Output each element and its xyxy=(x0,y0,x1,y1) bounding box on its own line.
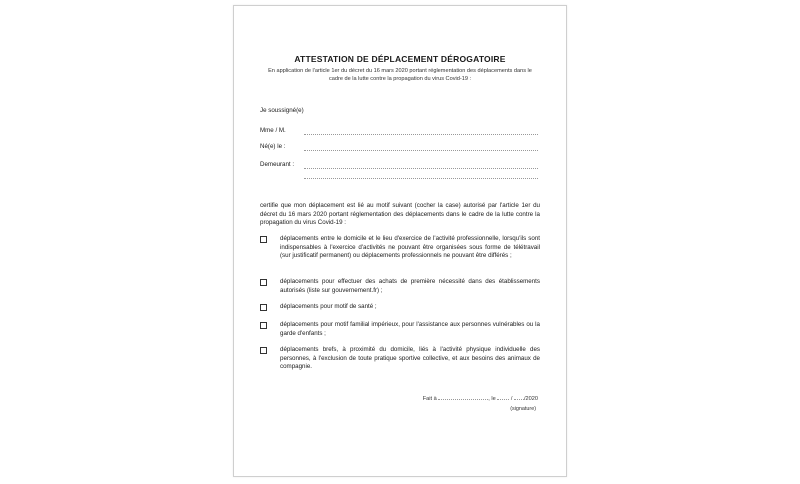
date-separator: / xyxy=(510,396,513,402)
option-exercise xyxy=(260,346,540,372)
option-family xyxy=(260,321,540,338)
page-title: ATTESTATION DE DÉPLACEMENT DÉROGATOIRE xyxy=(294,54,506,64)
year-label: /2020 xyxy=(524,396,538,402)
option-health-text: déplacements pour motif de santé ; xyxy=(280,303,377,310)
option-shopping xyxy=(260,278,540,295)
place-field[interactable] xyxy=(438,394,488,400)
option-work-text: déplacements entre le domicile et le lieu d'exercice de l'activité professionnelle, lorsqu'ils sont indispensables à l'exercice d'activités ne pouvant être organisées sous forme de télétravail (sur justificatif permanent) ou déplacements professionnels ne pouvant être différés ; xyxy=(280,235,540,260)
field-soussigne-label: Je soussigné(e) xyxy=(260,107,304,114)
field-address-line-2[interactable] xyxy=(304,178,538,179)
attestation-page xyxy=(233,5,567,477)
option-work xyxy=(260,235,540,261)
le-label: , le xyxy=(488,396,496,402)
option-health xyxy=(260,303,540,312)
field-birth-line[interactable] xyxy=(304,150,538,151)
option-family-checkbox[interactable] xyxy=(260,322,267,329)
month-field[interactable] xyxy=(514,394,524,400)
page-subtitle: En application de l'article 1er du décret du 16 mars 2020 portant réglementation des déplacements dans le cadre de la lutte contre la propagation du virus Covid-19 : xyxy=(268,68,532,82)
option-work-checkbox[interactable] xyxy=(260,236,267,243)
signature-place-date xyxy=(423,394,538,402)
day-field[interactable] xyxy=(497,394,509,400)
option-shopping-text: déplacements pour effectuer des achats de première nécessité dans des établissements autorisés (liste sur gouvernement.fr) ; xyxy=(280,278,540,294)
option-exercise-text: déplacements brefs, à proximité du domicile, liés à l'activité physique individuelle des personnes, à l'exclusion de toute pratique sportive collective, et aux besoins des animaux de compagnie. xyxy=(280,346,540,371)
signature-label: (signature) xyxy=(510,406,536,412)
option-health-checkbox[interactable] xyxy=(260,304,267,311)
field-birth-label: Né(e) le : xyxy=(260,143,286,150)
field-address-line-1[interactable] xyxy=(304,168,538,169)
option-exercise-checkbox[interactable] xyxy=(260,347,267,354)
fait-a-label: Fait à xyxy=(422,396,437,402)
field-name-label: Mme / M. xyxy=(260,127,286,134)
option-family-text: déplacements pour motif familial impérieux, pour l'assistance aux personnes vulnérables ou la garde d'enfants ; xyxy=(280,321,540,337)
option-shopping-checkbox[interactable] xyxy=(260,279,267,286)
certify-paragraph: certifie que mon déplacement est lié au motif suivant (cocher la case) autorisé par l'article 1er du décret du 16 mars 2020 portant réglementation des déplacements dans le cadre de la lutte contre la propagation du virus Covid-19 : xyxy=(260,202,540,227)
field-address-label: Demeurant : xyxy=(260,161,295,168)
field-name-line[interactable] xyxy=(304,134,538,135)
